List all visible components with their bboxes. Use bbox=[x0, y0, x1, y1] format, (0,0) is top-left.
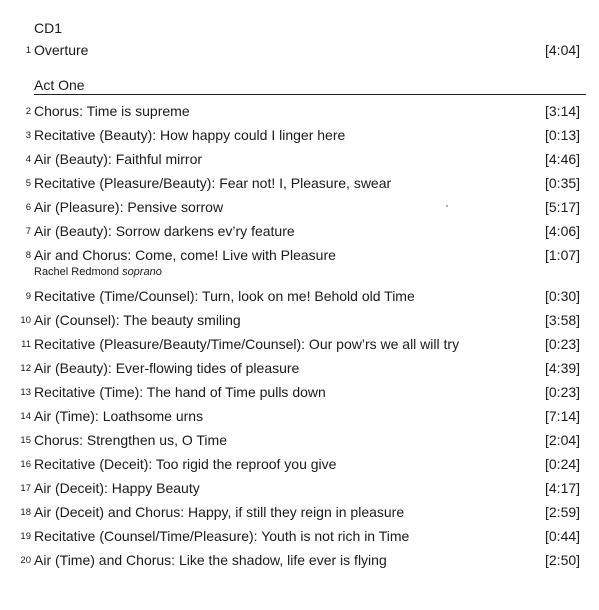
track-number: 4 bbox=[25, 154, 31, 165]
track-duration: [0:30] bbox=[545, 288, 581, 304]
track-duration: [2:04] bbox=[545, 432, 581, 448]
track-number: 9 bbox=[25, 291, 31, 302]
track-number: 11 bbox=[21, 339, 31, 350]
track-title: Air (Deceit): Happy Beauty bbox=[34, 480, 200, 496]
performer-credit bbox=[34, 265, 162, 279]
track-title: Air and Chorus: Come, come! Live with Pleasure bbox=[34, 247, 336, 263]
track-number: 15 bbox=[20, 435, 31, 446]
track-duration: [5:17] bbox=[545, 199, 581, 215]
track-title: Chorus: Strengthen us, O Time bbox=[34, 432, 227, 448]
track-duration: [7:14] bbox=[545, 408, 581, 424]
paper-speck bbox=[446, 205, 448, 207]
track-title: Recitative (Time): The hand of Time pulls down bbox=[34, 384, 326, 400]
track-number: 5 bbox=[25, 178, 31, 189]
track-number: 2 bbox=[25, 106, 31, 117]
track-duration: [0:35] bbox=[545, 175, 581, 191]
track-title: Recitative (Beauty): How happy could I linger here bbox=[34, 127, 346, 143]
track-duration: [4:17] bbox=[545, 480, 581, 496]
track-duration: [2:59] bbox=[545, 504, 581, 520]
track-number: 3 bbox=[25, 130, 31, 141]
track-number: 7 bbox=[25, 226, 31, 237]
track-number: 18 bbox=[20, 507, 31, 518]
track-duration: [0:24] bbox=[545, 456, 581, 472]
track-number: 20 bbox=[20, 555, 31, 566]
track-title: Air (Beauty): Ever-flowing tides of pleasure bbox=[34, 360, 300, 376]
track-title: Chorus: Time is supreme bbox=[34, 103, 190, 119]
track-title: Air (Beauty): Sorrow darkens ev’ry feature bbox=[34, 223, 295, 239]
track-duration: [0:23] bbox=[545, 336, 581, 352]
track-number: 10 bbox=[20, 315, 31, 326]
track-title: Air (Time): Loathsome urns bbox=[34, 408, 204, 424]
track-number: 6 bbox=[25, 202, 31, 213]
track-duration: [3:58] bbox=[545, 312, 581, 328]
track-number: 1 bbox=[25, 45, 31, 56]
track-title: Air (Counsel): The beauty smiling bbox=[34, 312, 241, 328]
track-title: Recitative (Pleasure/Beauty/Time/Counsel): Our pow’rs we all will try bbox=[34, 336, 460, 352]
track-title: Recitative (Time/Counsel): Turn, look on me! Behold old Time bbox=[34, 288, 415, 304]
track-number: 12 bbox=[20, 363, 31, 374]
track-duration: [4:06] bbox=[545, 223, 581, 239]
track-title: Air (Beauty): Faithful mirror bbox=[34, 151, 203, 167]
track-number: 19 bbox=[20, 531, 31, 542]
track-number: 14 bbox=[20, 411, 31, 422]
track-duration: [2:50] bbox=[545, 552, 581, 568]
act-heading: Act One bbox=[34, 77, 85, 93]
track-title: Recitative (Counsel/Time/Pleasure): Youth is not rich in Time bbox=[34, 528, 410, 544]
track-title: Recitative (Deceit): Too rigid the reproof you give bbox=[34, 456, 337, 472]
track-number: 8 bbox=[25, 250, 31, 261]
track-duration: [1:07] bbox=[545, 247, 581, 263]
track-duration: [4:46] bbox=[545, 151, 581, 167]
act-divider bbox=[34, 94, 586, 95]
track-duration: [0:44] bbox=[545, 528, 581, 544]
disc-label: CD1 bbox=[34, 20, 63, 36]
track-title: Overture bbox=[34, 42, 89, 58]
performer-name: Rachel Redmond bbox=[34, 266, 119, 278]
track-title: Air (Deceit) and Chorus: Happy, if still they reign in pleasure bbox=[34, 504, 405, 520]
track-number: 13 bbox=[20, 387, 31, 398]
track-duration: [0:13] bbox=[545, 127, 581, 143]
track-number: 17 bbox=[20, 483, 31, 494]
track-duration: [4:39] bbox=[545, 360, 581, 376]
track-duration: [0:23] bbox=[545, 384, 581, 400]
track-title: Air (Pleasure): Pensive sorrow bbox=[34, 199, 224, 215]
track-title: Air (Time) and Chorus: Like the shadow, life ever is flying bbox=[34, 552, 387, 568]
track-title: Recitative (Pleasure/Beauty): Fear not! I, Pleasure, swear bbox=[34, 175, 392, 191]
performer-voice: soprano bbox=[122, 266, 162, 278]
track-number: 16 bbox=[20, 459, 31, 470]
track-duration: [3:14] bbox=[545, 103, 581, 119]
track-duration: [4:04] bbox=[545, 42, 581, 58]
